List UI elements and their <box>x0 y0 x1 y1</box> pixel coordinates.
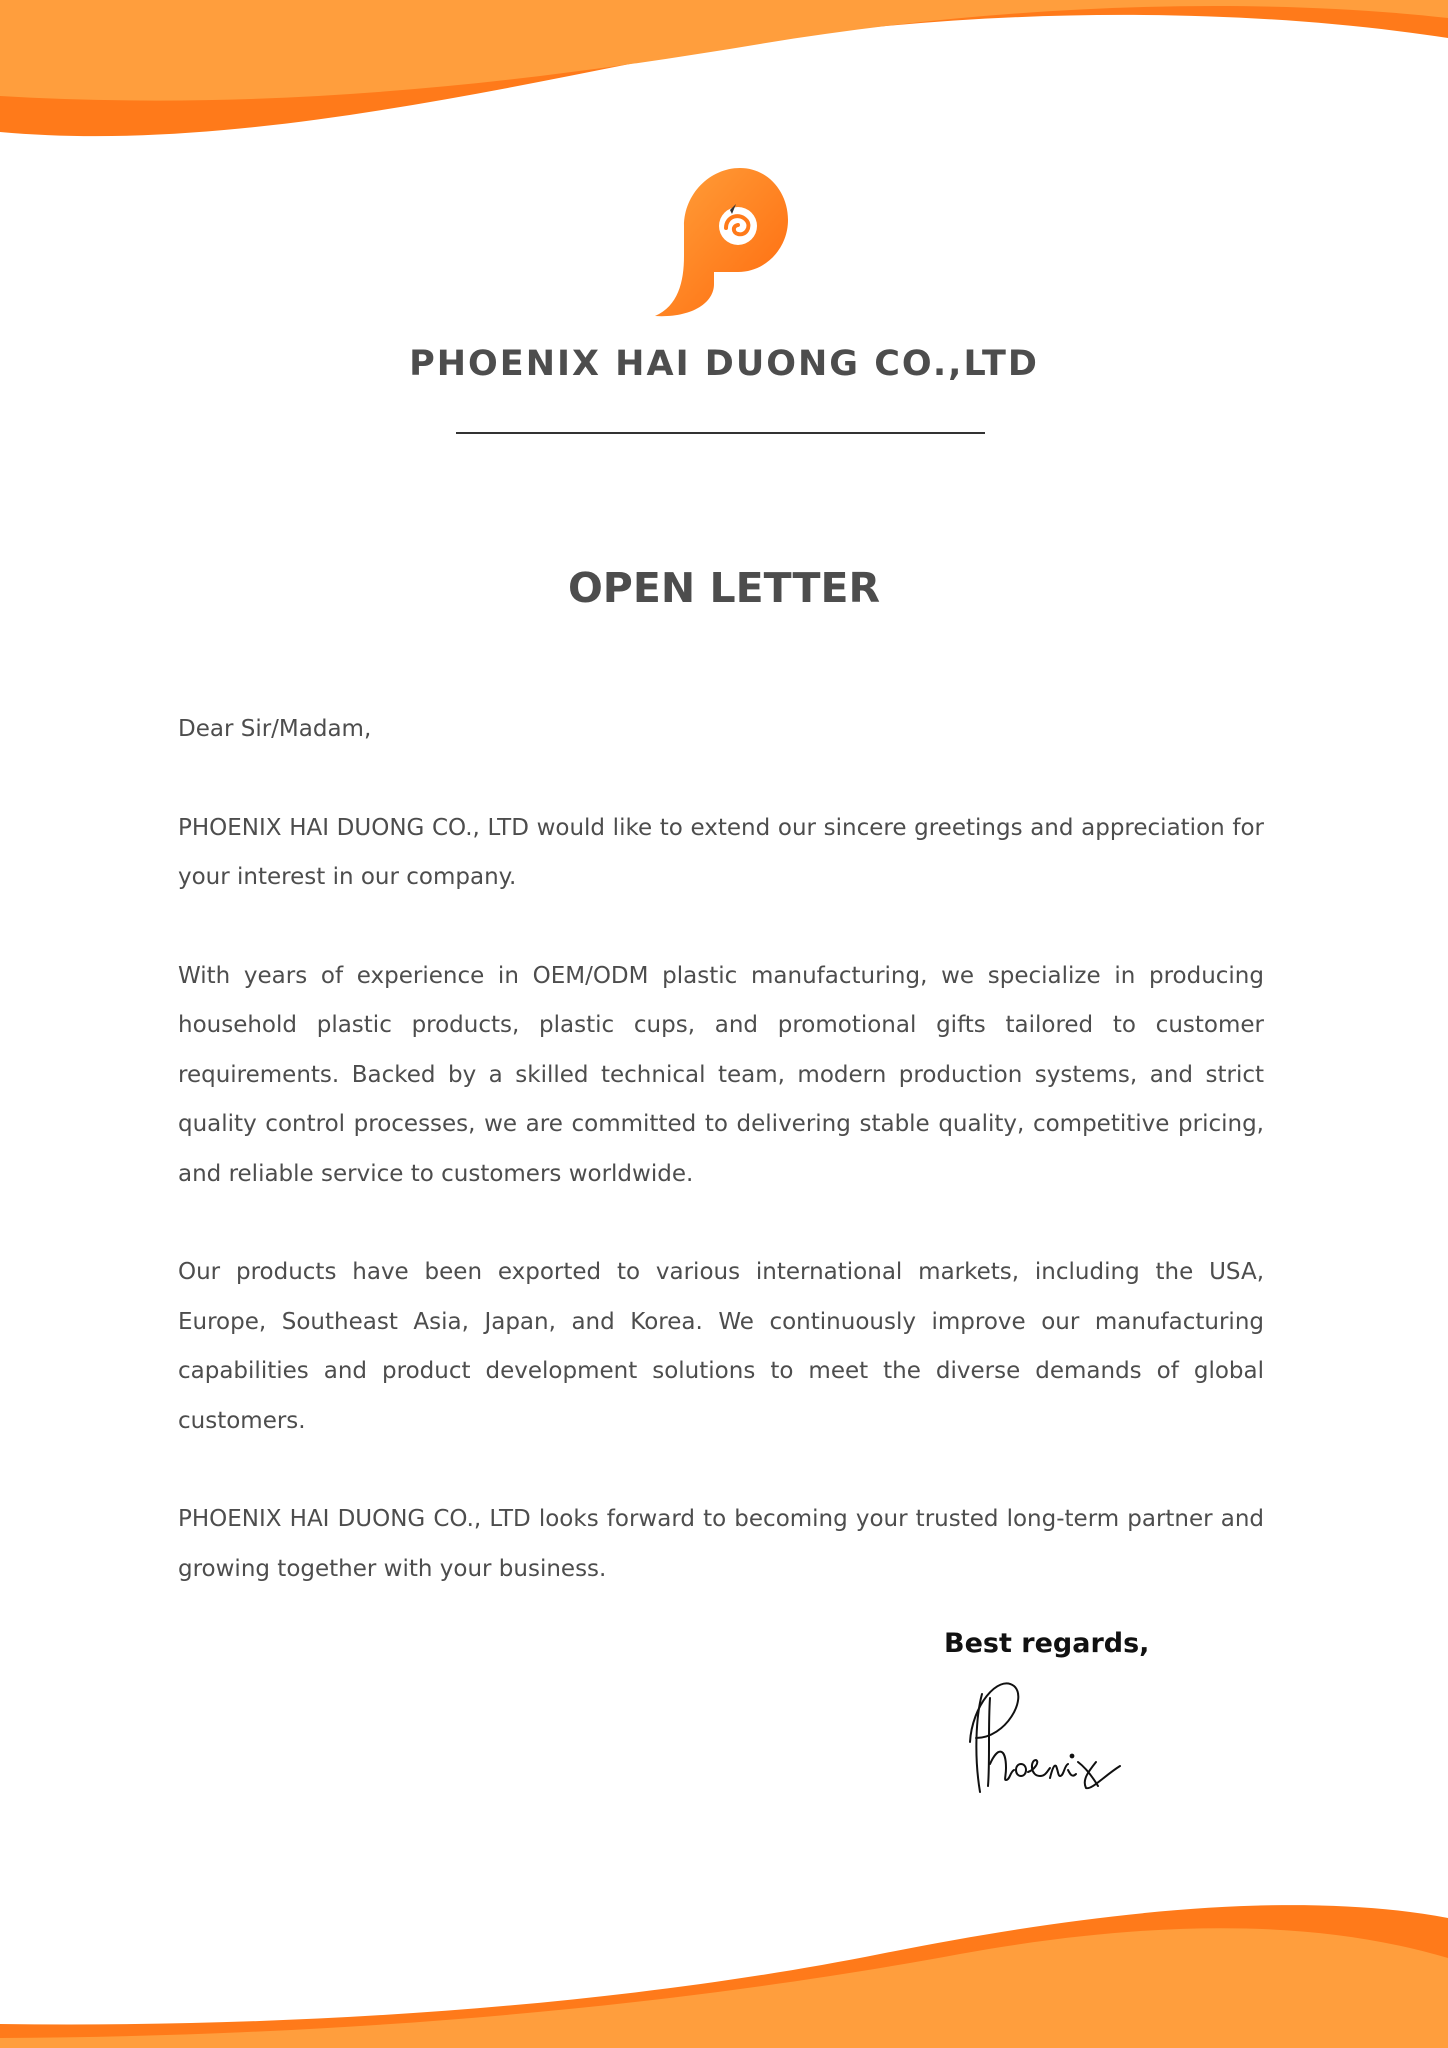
letter-paragraph: Our products have been exported to various international markets, including the USA, Europe, Southeast Asia, Japan, and Korea. We continuously improve our manufacturing capabilities and product development solutions to meet the diverse demands of global customers. <box>178 1259 1264 1434</box>
phoenix-p-logo-icon <box>650 164 790 324</box>
header-divider <box>456 432 985 434</box>
handwritten-signature <box>968 1676 1153 1796</box>
letter-body <box>178 705 1264 1643</box>
company-name: PHOENIX HAI DUONG CO.,LTD <box>409 344 1039 384</box>
letter-paragraph: PHOENIX HAI DUONG CO., LTD would like to extend our sincere greetings and appreciation for your interest in our company. <box>178 814 1264 890</box>
letter-paragraph: PHOENIX HAI DUONG CO., LTD looks forward to becoming your trusted long-term partner and growing together with your business. <box>178 1506 1264 1582</box>
closing-text: Best regards, <box>944 1628 1150 1659</box>
top-decorative-wave <box>0 0 1448 160</box>
document-title: OPEN LETTER <box>567 564 881 612</box>
bottom-decorative-wave <box>0 1898 1448 2048</box>
salutation: Dear Sir/Madam, <box>178 716 372 742</box>
letter-paragraph: With years of experience in OEM/ODM plastic manufacturing, we specialize in producing household plastic products, plastic cups, and promotional gifts tailored to customer requirements. Backed by a skilled technical team, modern production systems, and strict quality control processes, we are committed to delivering stable quality, competitive pricing, and reliable service to customers worldwide. <box>178 962 1264 1187</box>
